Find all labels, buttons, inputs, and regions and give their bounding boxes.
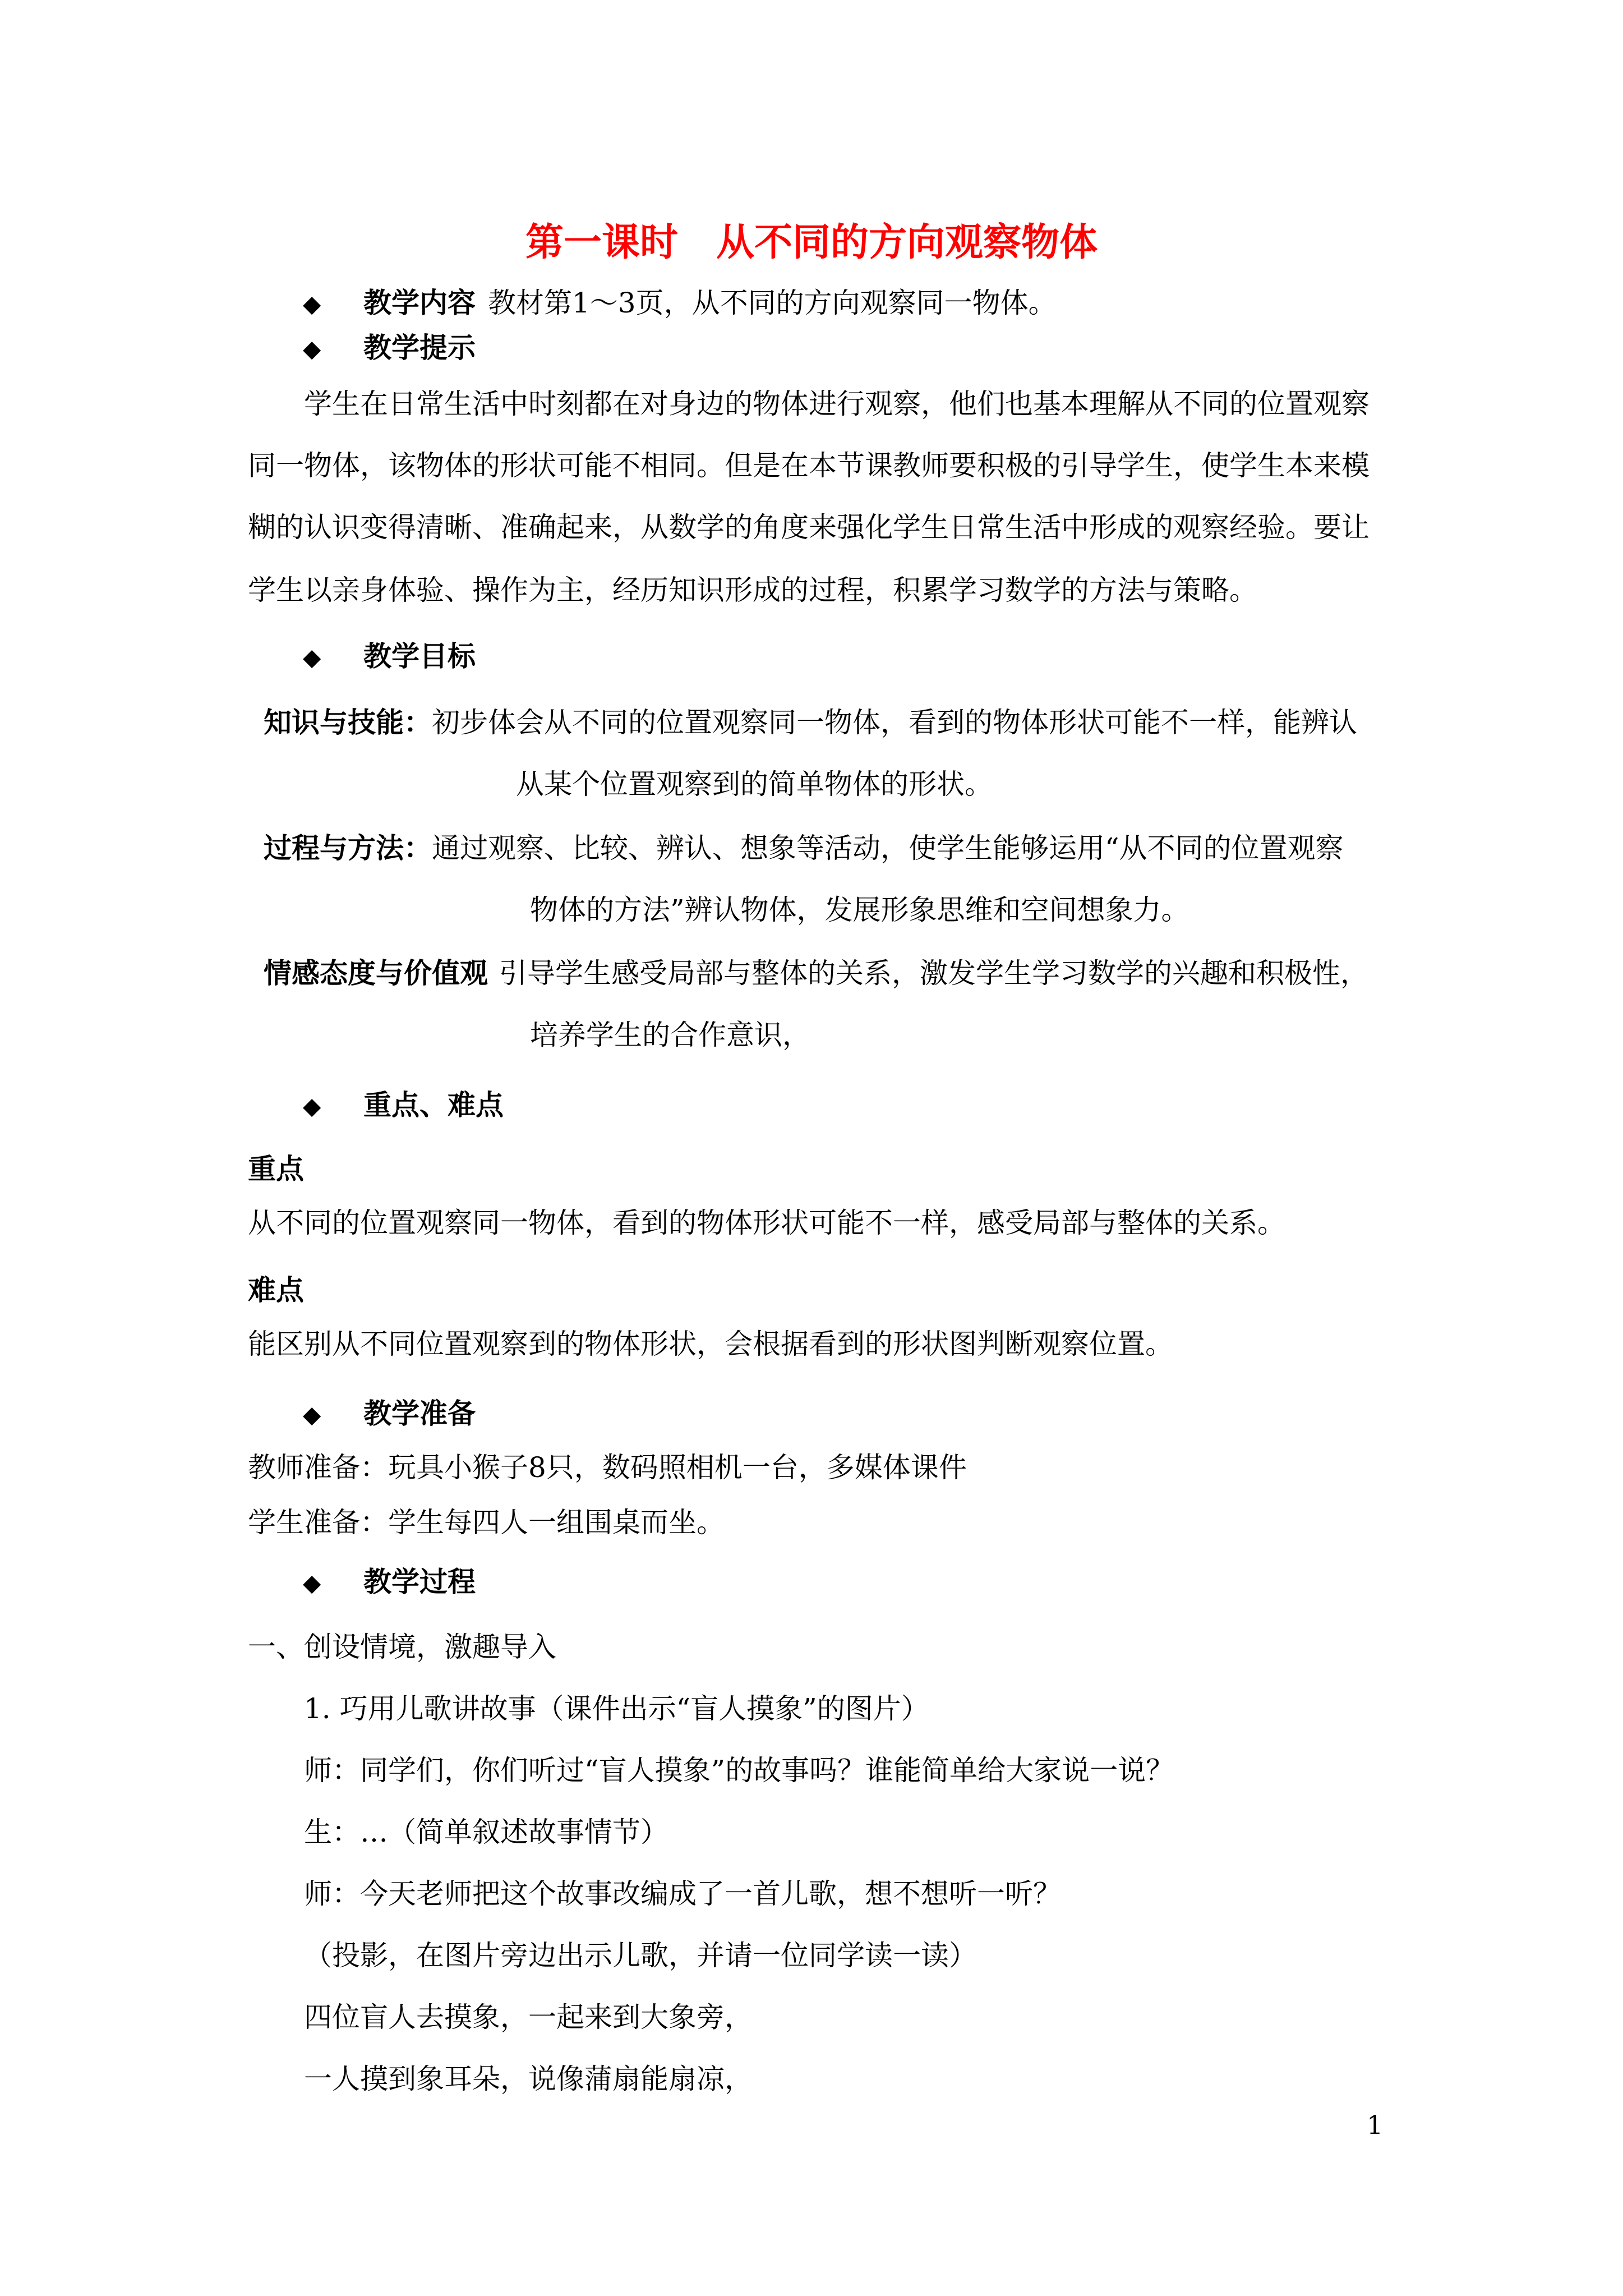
goal-emotion-text-cont: 培养学生的合作意识， bbox=[530, 1019, 810, 1051]
goal-process-text-cont: 物体的方法”辨认物体，发展形象思维和空间想象力。 bbox=[530, 894, 1189, 926]
bullet-diamond-icon: ◆ bbox=[303, 290, 321, 318]
bullet-diamond-icon: ◆ bbox=[303, 1401, 321, 1428]
goal-knowledge-text-cont: 从某个位置观察到的简单物体的形状。 bbox=[516, 768, 993, 800]
goal-knowledge-row bbox=[264, 706, 1357, 739]
process-line: 1. 巧用儿歌讲故事（课件出示“盲人摸象”的图片） bbox=[304, 1692, 929, 1725]
tips-heading: 教学提示 bbox=[363, 331, 476, 364]
process-heading: 教学过程 bbox=[363, 1565, 476, 1598]
process-line: 生：…（简单叙述故事情节） bbox=[304, 1816, 668, 1848]
key-heading: 重点、难点 bbox=[363, 1088, 504, 1121]
prep-student: 学生准备：学生每四人一组围桌而坐。 bbox=[248, 1506, 725, 1539]
goal-emotion-text: 引导学生感受局部与整体的关系，激发学生学习数学的兴趣和积极性， bbox=[499, 957, 1368, 990]
key-text: 从不同的位置观察同一物体，看到的物体形状可能不一样，感受局部与整体的关系。 bbox=[248, 1207, 1285, 1239]
prep-teacher: 教师准备：玩具小猴子8只，数码照相机一台，多媒体课件 bbox=[248, 1451, 967, 1484]
content-row bbox=[363, 286, 1057, 320]
goal-process-text: 通过观察、比较、辨认、想象等活动，使学生能够运用“从不同的位置观察 bbox=[432, 832, 1344, 864]
difficulty-text: 能区别从不同位置观察到的物体形状，会根据看到的形状图判断观察位置。 bbox=[248, 1328, 1173, 1360]
bullet-diamond-icon: ◆ bbox=[303, 1092, 321, 1120]
process-line: 一人摸到象耳朵，说像蒲扇能扇凉， bbox=[304, 2063, 753, 2095]
goals-heading: 教学目标 bbox=[363, 639, 476, 673]
goal-emotion-label: 情感态度与价值观 bbox=[264, 956, 488, 990]
tips-line: 学生在日常生活中时刻都在对身边的物体进行观察，他们也基本理解从不同的位置观察 bbox=[304, 388, 1370, 420]
process-line: 一、创设情境，激趣导入 bbox=[248, 1631, 556, 1663]
process-line: 师：同学们，你们听过“盲人摸象”的故事吗？谁能简单给大家说一说？ bbox=[304, 1754, 1174, 1787]
goal-knowledge-text: 初步体会从不同的位置观察同一物体，看到的物体形状可能不一样，能辨认 bbox=[432, 706, 1357, 739]
bullet-diamond-icon: ◆ bbox=[303, 1569, 321, 1596]
goal-process-row bbox=[264, 831, 1344, 865]
content-heading: 教学内容 bbox=[363, 286, 476, 319]
tips-line: 学生以亲身体验、操作为主，经历知识形成的过程，积累学习数学的方法与策略。 bbox=[248, 574, 1257, 606]
page-title: 第一课时 从不同的方向观察物体 bbox=[525, 220, 1098, 265]
prep-heading: 教学准备 bbox=[363, 1397, 476, 1430]
goal-knowledge-label: 知识与技能： bbox=[264, 706, 432, 739]
process-line: 四位盲人去摸象，一起来到大象旁， bbox=[304, 2001, 753, 2033]
process-line: 师：今天老师把这个故事改编成了一首儿歌，想不想听一听？ bbox=[304, 1878, 1061, 1910]
difficulty-label: 难点 bbox=[248, 1273, 304, 1306]
tips-line: 同一物体，该物体的形状可能不相同。但是在本节课教师要积极的引导学生，使学生本来模 bbox=[248, 449, 1370, 482]
tips-line: 糊的认识变得清晰、准确起来，从数学的角度来强化学生日常生活中形成的观察经验。要让 bbox=[248, 511, 1370, 544]
process-line: （投影，在图片旁边出示儿歌，并请一位同学读一读） bbox=[304, 1939, 977, 1972]
bullet-diamond-icon: ◆ bbox=[303, 335, 321, 362]
key-label: 重点 bbox=[248, 1152, 304, 1185]
page-number: 1 bbox=[1367, 2110, 1384, 2140]
content-text: 教材第1～3页，从不同的方向观察同一物体。 bbox=[488, 287, 1057, 319]
goal-process-label: 过程与方法： bbox=[264, 831, 432, 864]
bullet-diamond-icon: ◆ bbox=[303, 643, 321, 671]
goal-emotion-row bbox=[264, 956, 1368, 990]
